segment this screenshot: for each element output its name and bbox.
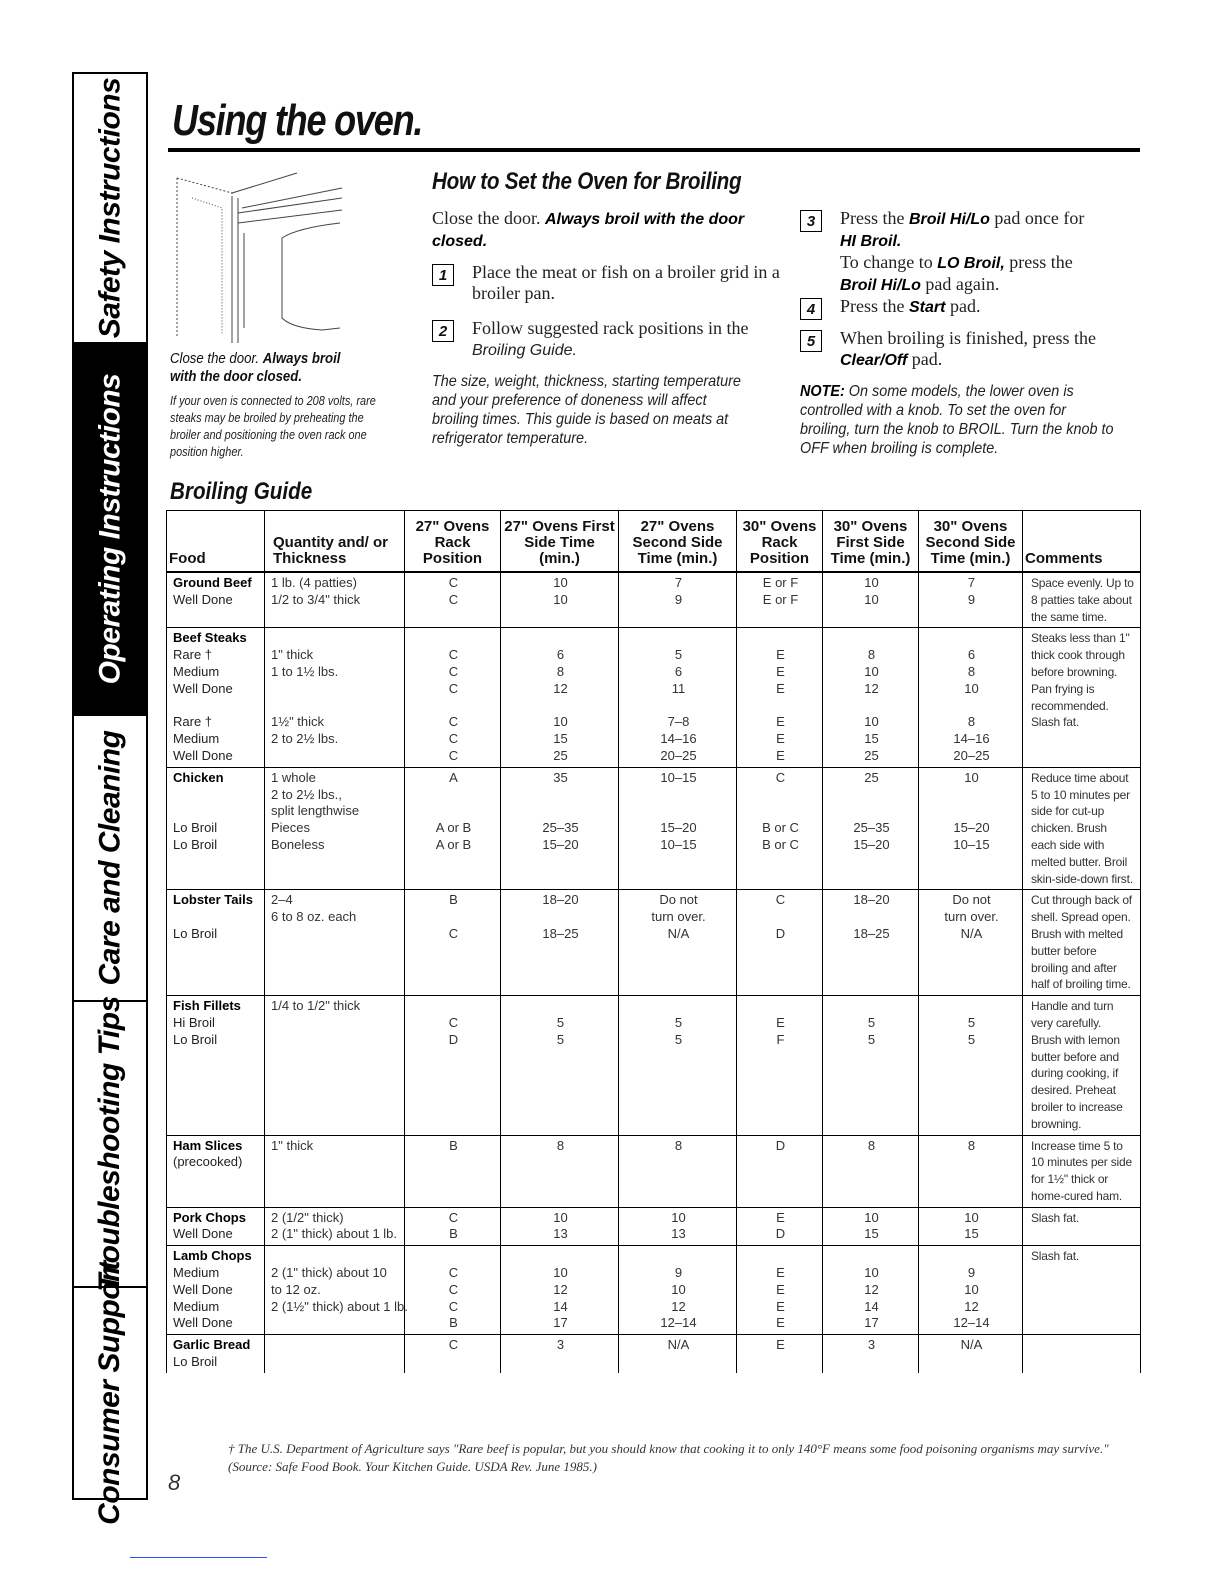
column-header: Food — [167, 511, 265, 573]
time-position-cell: C D — [737, 890, 823, 996]
food-cell — [167, 890, 265, 996]
step-5 — [800, 328, 1140, 371]
time-position-cell: 3 — [823, 1335, 919, 1373]
tab-safety-instructions[interactable] — [74, 74, 146, 344]
quantity-cell: 1" thick — [265, 1135, 405, 1207]
comment-cell: Reduce time about 5 to 10 minutes per side for cut-up chicken. Brush each side with melted butter. Broil skin-side-down first. — [1023, 767, 1141, 890]
lo-broil-label: LO Broil, — [937, 255, 1005, 272]
broiling-heading: How to Set the Oven for Broiling — [432, 168, 742, 195]
column-header: 30" Ovens First Side Time (min.) — [823, 511, 919, 573]
time-position-cell: C — [405, 1335, 501, 1373]
time-position-cell: 8 — [919, 1135, 1023, 1207]
time-position-cell: C C C B — [405, 1246, 501, 1335]
section-tabs — [72, 72, 148, 1525]
time-position-cell: 5 5 — [823, 996, 919, 1135]
caption-lead: Close the door. — [170, 350, 260, 367]
time-position-cell: 10 13 — [501, 1207, 619, 1246]
food-cell — [167, 1246, 265, 1335]
comment-cell: Steaks less than 1" thick cook through before browning. Pan frying is recommended. Slash fat. — [1023, 628, 1141, 767]
step-text: Place the meat or fish on a broiler grid in a broiler pan. — [472, 262, 780, 303]
table-header-row — [167, 511, 1141, 573]
food-cell — [167, 1207, 265, 1246]
time-position-cell: Do not turn over. N/A — [619, 890, 737, 996]
step-number: 5 — [800, 330, 822, 352]
comment-cell — [1023, 1335, 1141, 1373]
broiling-guide-table — [166, 510, 1141, 1373]
time-position-cell: 9 10 12 12–14 — [919, 1246, 1023, 1335]
time-position-cell: E F — [737, 996, 823, 1135]
food-variant: Lo Broil — [173, 925, 218, 941]
step-1 — [432, 262, 782, 304]
step-text-part: pad. — [911, 349, 943, 369]
time-position-cell: 10 15 — [919, 1207, 1023, 1246]
link-underline — [130, 1557, 267, 1558]
table-row — [167, 890, 1141, 996]
time-position-cell: 18–20 18–25 — [501, 890, 619, 996]
food-name: Beef Steaks — [173, 630, 247, 646]
time-position-cell: 8 — [619, 1135, 737, 1207]
time-position-cell: 5 5 — [619, 996, 737, 1135]
time-position-cell: 6 8 10 8 14–16 20–25 — [919, 628, 1023, 767]
step-text-part: When broiling is finished, press the — [840, 328, 1096, 348]
tab-operating-instructions[interactable] — [74, 344, 146, 716]
quantity-cell: 1/4 to 1/2" thick — [265, 996, 405, 1135]
lower-oven-note — [800, 382, 1115, 458]
time-position-cell: E D — [737, 1207, 823, 1246]
quantity-cell: 1" thick 1 to 1½ lbs. 1½" thick 2 to 2½ lbs. — [265, 628, 405, 767]
time-position-cell: 8 — [501, 1135, 619, 1207]
food-name: Lamb Chops — [173, 1248, 252, 1264]
tab-label: Care and Cleaning — [93, 730, 126, 986]
broil-hilo-pad-label: Broil Hi/Lo — [909, 211, 990, 228]
tab-label: Operating Instructions — [93, 373, 127, 685]
time-position-cell: D — [737, 1135, 823, 1207]
caption-note: If your oven is connected to 208 volts, rare steaks may be broiled by preheating the broiler and positioning the oven rack one position higher. — [170, 393, 376, 459]
time-position-cell: N/A — [919, 1335, 1023, 1373]
time-position-cell: 3 — [501, 1335, 619, 1373]
table-body — [167, 572, 1141, 1373]
time-position-cell: A A or B A or B — [405, 767, 501, 890]
oven-door-illustration — [172, 168, 352, 348]
time-position-cell: E or F E or F — [737, 572, 823, 628]
comment-cell: Space evenly. Up to 8 patties take about the same time. — [1023, 572, 1141, 628]
broil-hilo-pad-label: Broil Hi/Lo — [840, 277, 921, 294]
comment-cell: Handle and turn very carefully. Brush with lemon butter before and during cooking, if desired. Preheat broiler to increase browning. — [1023, 996, 1141, 1135]
table-row — [167, 1135, 1141, 1207]
time-position-cell: 8 — [823, 1135, 919, 1207]
table-row — [167, 767, 1141, 890]
time-position-cell: 5 6 11 7–8 14–16 20–25 — [619, 628, 737, 767]
comment-cell: Cut through back of shell. Spread open. Brush with melted butter before broiling and after half of broiling time. — [1023, 890, 1141, 996]
food-cell — [167, 996, 265, 1135]
food-cell — [167, 1335, 265, 1373]
step-text — [840, 208, 1084, 296]
time-position-cell: C D — [405, 996, 501, 1135]
step-text-part: To change to — [840, 252, 933, 272]
step-text-italic: Broiling Guide. — [472, 342, 577, 359]
food-variant: Lo Broil — [173, 1354, 218, 1370]
time-position-cell: B C — [405, 890, 501, 996]
broiling-guide-heading: Broiling Guide — [170, 478, 313, 505]
time-position-cell: N/A — [619, 1335, 737, 1373]
step-number: 2 — [432, 320, 454, 342]
step-4 — [800, 296, 1140, 320]
time-position-cell: 18–20 18–25 — [823, 890, 919, 996]
quantity-cell — [265, 1335, 405, 1373]
page-number: 8 — [168, 1470, 181, 1495]
food-variant: Medium Well Done Medium Well Done — [173, 1265, 233, 1331]
food-variant: Well Done — [173, 1226, 233, 1242]
food-name: Ham Slices — [173, 1137, 243, 1153]
time-position-cell: 10 12 14 17 — [823, 1246, 919, 1335]
food-cell — [167, 767, 265, 890]
table-row — [167, 1335, 1141, 1373]
step-text-part: pad once for — [994, 208, 1085, 228]
step-text-part: Press the — [840, 296, 905, 316]
column-header: Quantity and/ or Thickness — [265, 511, 405, 573]
note-text: On some models, the lower oven is controlled with a knob. To set the oven for broiling, turn the knob to BROIL. Turn the knob to OFF when broiling is complete. — [800, 383, 1114, 457]
time-position-cell: E E E E E E — [737, 628, 823, 767]
column-header: 27" Ovens Rack Position — [405, 511, 501, 573]
quantity-cell: 1 lb. (4 patties) 1/2 to 3/4" thick — [265, 572, 405, 628]
column-header: 27" Ovens First Side Time (min.) — [501, 511, 619, 573]
step-3 — [800, 208, 1140, 296]
time-position-cell: 10 15 — [823, 1207, 919, 1246]
food-name: Chicken — [173, 769, 224, 785]
step-text — [840, 296, 980, 318]
tab-label: Safety Instructions — [93, 77, 126, 339]
caption-bold: Always broil with the door closed. — [170, 350, 341, 385]
time-position-cell: 35 25–35 15–20 — [501, 767, 619, 890]
food-name: Pork Chops — [173, 1209, 246, 1225]
step-number: 1 — [432, 264, 454, 286]
table-row — [167, 1207, 1141, 1246]
step-number: 3 — [800, 210, 822, 232]
step-text-plain: Follow suggested rack positions in the — [472, 318, 749, 338]
column-header: Comments — [1023, 511, 1141, 573]
hi-broil-label: HI Broil. — [840, 233, 902, 250]
time-position-cell: E E E E — [737, 1246, 823, 1335]
time-position-cell: E — [737, 1335, 823, 1373]
quantity-cell: 2 (1/2" thick) 2 (1" thick) about 1 lb. — [265, 1207, 405, 1246]
comment-cell: Slash fat. — [1023, 1246, 1141, 1335]
illustration-caption — [170, 350, 364, 386]
time-position-cell: 25 25–35 15–20 — [823, 767, 919, 890]
food-cell — [167, 572, 265, 628]
page-title: Using the oven. — [172, 96, 423, 145]
time-position-cell: 6 8 12 10 15 25 — [501, 628, 619, 767]
food-name: Fish Fillets — [173, 998, 241, 1014]
time-position-cell: 7 9 — [919, 572, 1023, 628]
time-position-cell: C C — [405, 572, 501, 628]
start-pad-label: Start — [909, 299, 946, 316]
food-variant: Well Done — [173, 591, 233, 607]
time-position-cell: C B — [405, 1207, 501, 1246]
time-position-cell: 7 9 — [619, 572, 737, 628]
time-position-cell: 10 10 — [501, 572, 619, 628]
food-name: Garlic Bread — [173, 1337, 251, 1353]
food-variant: (precooked) — [173, 1154, 243, 1170]
time-position-cell: C C C C C C — [405, 628, 501, 767]
time-position-cell: 5 5 — [501, 996, 619, 1135]
quantity-cell: 2–4 6 to 8 oz. each — [265, 890, 405, 996]
table-row — [167, 996, 1141, 1135]
quantity-cell: 1 whole 2 to 2½ lbs., split lengthwise Pieces Boneless — [265, 767, 405, 890]
step-text — [472, 318, 782, 361]
note-label: NOTE: — [800, 383, 845, 400]
table-row — [167, 628, 1141, 767]
step-text-part: press the — [1009, 252, 1073, 272]
food-variant: Rare † Medium Well Done Rare † Medium Well Done — [173, 647, 233, 763]
comment-cell: Increase time 5 to 10 minutes per side for 1½" thick or home-cured ham. — [1023, 1135, 1141, 1207]
time-position-cell: 10 10 — [823, 572, 919, 628]
intro-bold: Always broil with the door closed. — [432, 211, 745, 250]
step-text — [840, 328, 1096, 371]
comment-cell: Slash fat. — [1023, 1207, 1141, 1246]
tab-label: Consumer Support — [93, 1261, 127, 1525]
time-position-cell: 10–15 15–20 10–15 — [619, 767, 737, 890]
tab-consumer-support[interactable] — [74, 1261, 146, 1525]
column-header: 27" Ovens Second Side Time (min.) — [619, 511, 737, 573]
quantity-cell: 2 (1" thick) about 10 to 12 oz. 2 (1½" thick) about 1 lb. — [265, 1246, 405, 1335]
time-position-cell: C B or C B or C — [737, 767, 823, 890]
food-cell — [167, 628, 265, 767]
time-position-cell: 5 5 — [919, 996, 1023, 1135]
time-position-cell: 8 10 12 10 15 25 — [823, 628, 919, 767]
time-position-cell: B — [405, 1135, 501, 1207]
food-variant: Lo Broil Lo Broil — [173, 820, 218, 852]
clear-off-pad-label: Clear/Off — [840, 352, 908, 369]
tab-troubleshooting-tips[interactable] — [74, 996, 146, 1292]
table-row — [167, 1246, 1141, 1335]
intro-plain: Close the door. — [432, 208, 541, 228]
food-name: Lobster Tails — [173, 892, 253, 908]
step-2 — [432, 318, 782, 361]
time-position-cell: Do not turn over. N/A — [919, 890, 1023, 996]
column-header: 30" Ovens Second Side Time (min.) — [919, 511, 1023, 573]
time-position-cell: 10 12 14 17 — [501, 1246, 619, 1335]
time-position-cell: 10 15–20 10–15 — [919, 767, 1023, 890]
step-text-part: pad again. — [925, 274, 1000, 294]
tab-label: Troubleshooting Tips — [93, 996, 126, 1292]
column-header: 30" Ovens Rack Position — [737, 511, 823, 573]
broiling-intro — [432, 208, 782, 252]
usda-footnote: † The U.S. Department of Agriculture says "Rare beef is popular, but you should know that cooking it to only 140°F means some food poisoning organisms may survive." (Source: Safe Food Book. Your Kitchen Guide. USDA Rev. June 1985.) — [228, 1441, 1109, 1474]
step-number: 4 — [800, 298, 822, 320]
broiling-time-note: The size, weight, thickness, starting temperature and your preference of doneness will affect broiling times. This guide is based on meats at refrigerator temperature. — [432, 373, 741, 447]
step-text-part: pad. — [949, 296, 981, 316]
step-text-part: Press the — [840, 208, 905, 228]
tab-care-and-cleaning[interactable] — [74, 716, 146, 1002]
title-rule — [168, 148, 1140, 152]
food-name: Ground Beef — [173, 575, 252, 590]
food-variant: Hi Broil Lo Broil — [173, 1014, 218, 1047]
time-position-cell: 10 13 — [619, 1207, 737, 1246]
time-position-cell: 9 10 12 12–14 — [619, 1246, 737, 1335]
table-row — [167, 572, 1141, 628]
food-cell — [167, 1135, 265, 1207]
